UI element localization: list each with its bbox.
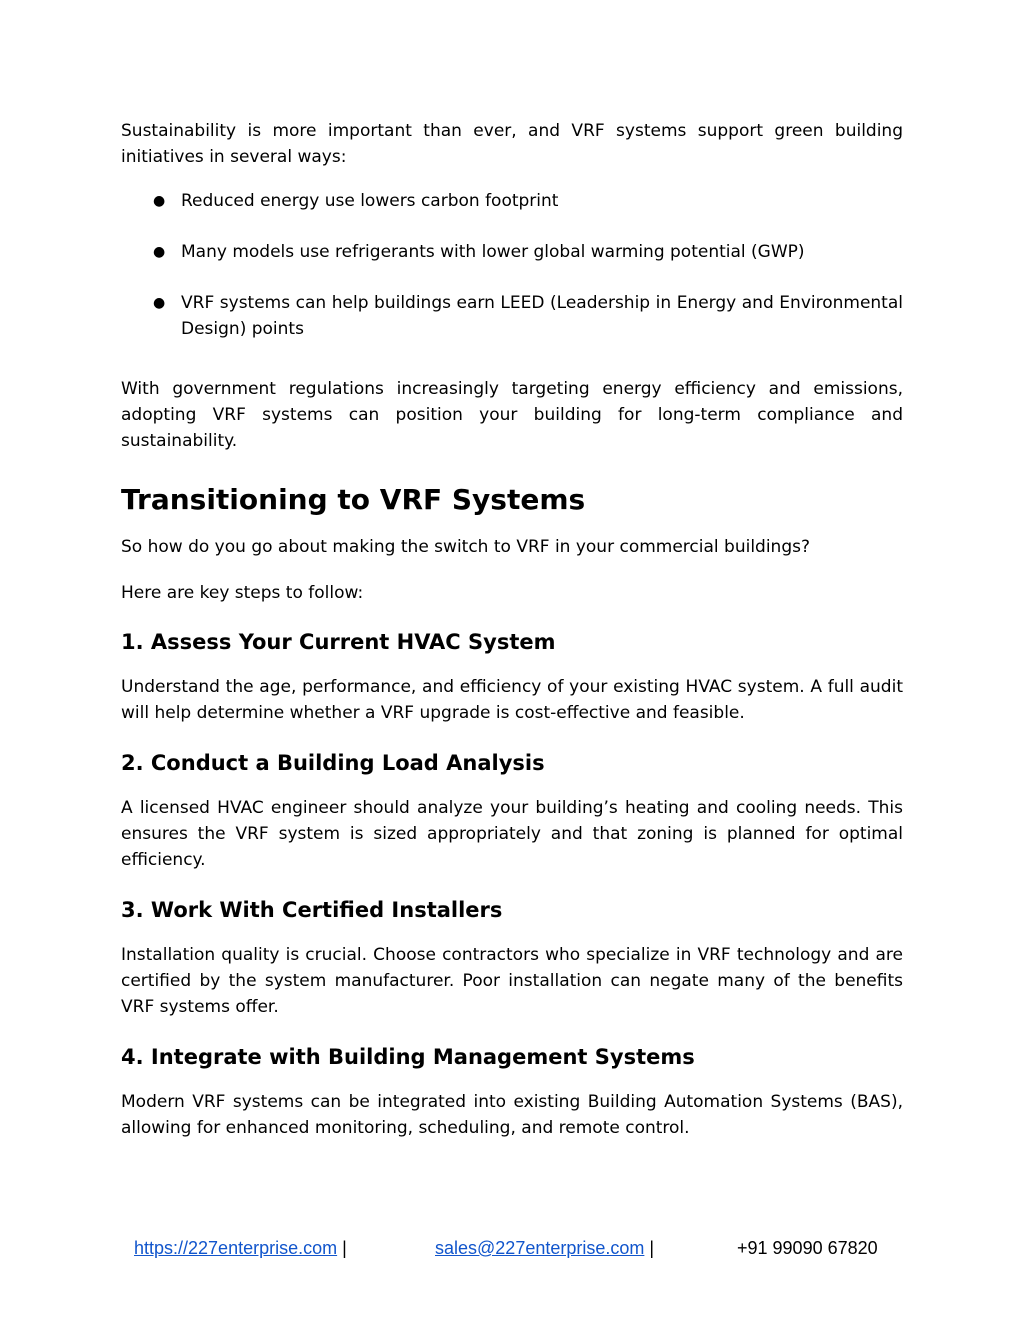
email-link[interactable]: sales@227enterprise.com <box>435 1238 645 1258</box>
step-paragraph: Modern VRF systems can be integrated into existing Building Automation Systems (BAS), allowing for enhanced monitoring, scheduling, and remote control. <box>121 1092 903 1138</box>
phone-number: +91 99090 67820 <box>737 1238 878 1258</box>
step-heading: 4. Integrate with Building Management Systems <box>121 1045 695 1069</box>
document-page <box>121 118 903 1141</box>
benefits-list <box>121 188 903 342</box>
footer-separator: | <box>342 1238 347 1258</box>
footer-website-group <box>134 1234 347 1262</box>
step-paragraph: Understand the age, performance, and efficiency of your existing HVAC system. A full audit will help determine whether a VRF upgrade is cost-effective and feasible. <box>121 677 903 723</box>
list-item <box>121 239 903 265</box>
list-item <box>121 188 903 214</box>
footer-email-group <box>435 1234 654 1262</box>
list-item-text: Many models use refrigerants with lower global warming potential (GWP) <box>181 242 805 262</box>
footer-separator: | <box>649 1238 655 1258</box>
step-heading: 3. Work With Certified Installers <box>121 898 503 922</box>
step-paragraph: Installation quality is crucial. Choose contractors who specialize in VRF technology and are certified by the system manufacturer. Poor installation can negate many of the benefits VRF systems offer. <box>121 945 903 1017</box>
bullet-icon: ● <box>153 244 166 260</box>
bullet-icon: ● <box>153 193 166 209</box>
step-paragraph: A licensed HVAC engineer should analyze your building’s heating and cooling needs. This ensures the VRF system is sized appropriately and that zoning is planned for optimal efficiency. <box>121 798 903 870</box>
step-heading: 1. Assess Your Current HVAC System <box>121 630 556 654</box>
intro-paragraph: Sustainability is more important than ever, and VRF systems support green building initiatives in several ways: <box>121 121 903 167</box>
list-item <box>121 290 903 342</box>
website-link[interactable]: https://227enterprise.com <box>134 1238 338 1258</box>
regulations-paragraph: With government regulations increasingly targeting energy efficiency and emissions, adopting VRF systems can position your building for long-term compliance and sustainability. <box>121 379 903 451</box>
step-heading: 2. Conduct a Building Load Analysis <box>121 751 545 775</box>
footer <box>0 1234 1024 1262</box>
list-item-text: Reduced energy use lowers carbon footprint <box>181 191 559 211</box>
list-item-text: VRF systems can help buildings earn LEED (Leadership in Energy and Environmental Design) points <box>181 293 903 339</box>
bullet-icon: ● <box>153 295 166 311</box>
section-title: Transitioning to VRF Systems <box>121 483 586 516</box>
question-paragraph: So how do you go about making the switch to VRF in your commercial buildings? <box>121 537 811 557</box>
lead-paragraph: Here are key steps to follow: <box>121 583 364 603</box>
